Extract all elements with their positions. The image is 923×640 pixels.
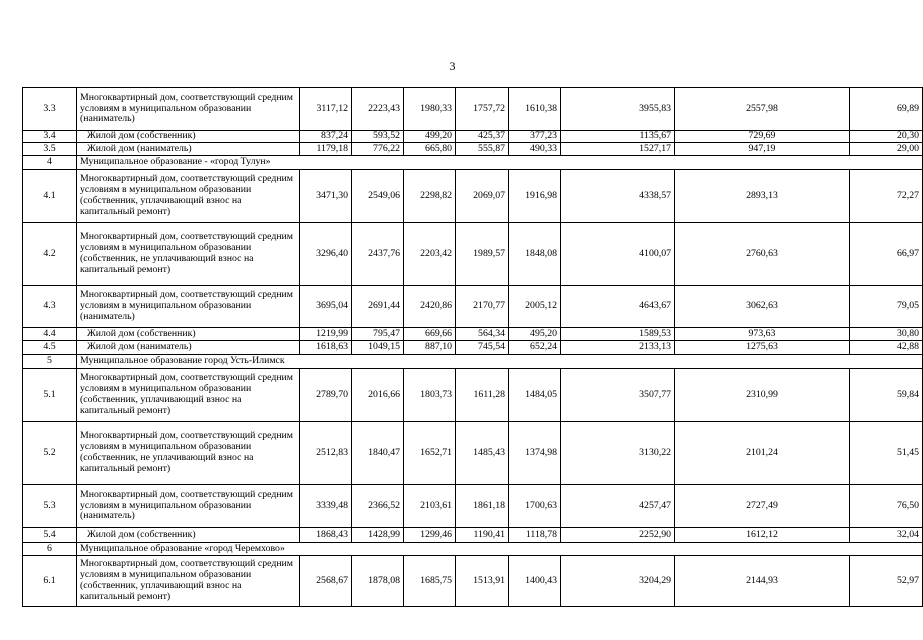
value-cell-v6: 1527,17 (561, 143, 675, 156)
municipality-name: Муниципальное образование «город Черемхово» (77, 543, 923, 556)
row-number: 5.4 (23, 528, 77, 543)
value-cell-v4: 1513,91 (456, 556, 509, 607)
value-cell-v2: 1878,08 (352, 556, 404, 607)
housing-type: Многоквартирный дом, соответствующий средним условиям в муниципальном образовании (собственник, не уплачивающий взнос на капитальный ремонт) (77, 422, 300, 485)
row-number: 6 (23, 543, 77, 556)
table-row (23, 143, 923, 156)
value-cell-v5: 1848,08 (509, 223, 561, 286)
value-cell-v4: 1757,72 (456, 88, 509, 131)
row-number: 5.3 (23, 485, 77, 528)
value-cell-v7: 2727,49 (675, 485, 850, 528)
value-cell-v1: 3117,12 (300, 88, 352, 131)
value-cell-v5: 1700,63 (509, 485, 561, 528)
value-cell-v6: 2252,90 (561, 528, 675, 543)
table-row (23, 341, 923, 355)
housing-type: Жилой дом (собственник) (77, 328, 300, 341)
value-cell-v3: 1652,71 (404, 422, 456, 485)
value-cell-v1: 1868,43 (300, 528, 352, 543)
value-cell-v4: 2170,77 (456, 286, 509, 328)
value-cell-v7: 3062,63 (675, 286, 850, 328)
value-cell-v5: 495,20 (509, 328, 561, 341)
value-cell-v1: 3296,40 (300, 223, 352, 286)
value-cell-v8: 51,45 (850, 422, 923, 485)
table-row (23, 369, 923, 422)
value-cell-v1: 1618,63 (300, 341, 352, 355)
value-cell-v8: 79,05 (850, 286, 923, 328)
value-cell-v3: 887,10 (404, 341, 456, 355)
table-row (23, 422, 923, 485)
value-cell-v5: 1484,05 (509, 369, 561, 422)
table-row (23, 223, 923, 286)
value-cell-v4: 1611,28 (456, 369, 509, 422)
value-cell-v6: 3507,77 (561, 369, 675, 422)
value-cell-v6: 4257,47 (561, 485, 675, 528)
value-cell-v6: 1589,53 (561, 328, 675, 341)
section-row (23, 543, 923, 556)
value-cell-v5: 1610,38 (509, 88, 561, 131)
value-cell-v2: 2366,52 (352, 485, 404, 528)
row-number: 5 (23, 355, 77, 369)
value-cell-v7: 1612,12 (675, 528, 850, 543)
housing-type: Многоквартирный дом, соответствующий средним условиям в муниципальном образовании (наниматель) (77, 485, 300, 528)
value-cell-v1: 1179,18 (300, 143, 352, 156)
value-cell-v4: 1485,43 (456, 422, 509, 485)
housing-type: Жилой дом (собственник) (77, 131, 300, 143)
value-cell-v7: 2893,13 (675, 170, 850, 223)
value-cell-v8: 42,88 (850, 341, 923, 355)
value-cell-v6: 4338,57 (561, 170, 675, 223)
row-number: 5.2 (23, 422, 77, 485)
value-cell-v1: 3339,48 (300, 485, 352, 528)
value-cell-v6: 3204,29 (561, 556, 675, 607)
row-number: 3.3 (23, 88, 77, 131)
value-cell-v7: 2310,99 (675, 369, 850, 422)
municipality-name: Муниципальное образование - «город Тулун» (77, 156, 923, 170)
value-cell-v4: 1989,57 (456, 223, 509, 286)
value-cell-v2: 2437,76 (352, 223, 404, 286)
value-cell-v8: 20,30 (850, 131, 923, 143)
table-row (23, 556, 923, 607)
value-cell-v8: 76,50 (850, 485, 923, 528)
value-cell-v6: 4100,07 (561, 223, 675, 286)
table-row (23, 528, 923, 543)
value-cell-v3: 1685,75 (404, 556, 456, 607)
value-cell-v8: 72,27 (850, 170, 923, 223)
value-cell-v2: 795,47 (352, 328, 404, 341)
row-number: 6.1 (23, 556, 77, 607)
value-cell-v5: 2005,12 (509, 286, 561, 328)
value-cell-v5: 1374,98 (509, 422, 561, 485)
value-cell-v4: 564,34 (456, 328, 509, 341)
value-cell-v1: 2789,70 (300, 369, 352, 422)
value-cell-v8: 30,80 (850, 328, 923, 341)
table-row (23, 286, 923, 328)
value-cell-v4: 555,87 (456, 143, 509, 156)
value-cell-v4: 425,37 (456, 131, 509, 143)
housing-type: Многоквартирный дом, соответствующий средним условиям в муниципальном образовании (собственник, уплачивающий взнос на капитальный ремонт) (77, 170, 300, 223)
value-cell-v7: 2557,98 (675, 88, 850, 131)
value-cell-v6: 3130,22 (561, 422, 675, 485)
value-cell-v7: 729,69 (675, 131, 850, 143)
value-cell-v5: 377,23 (509, 131, 561, 143)
value-cell-v7: 2144,93 (675, 556, 850, 607)
value-cell-v1: 2568,67 (300, 556, 352, 607)
housing-type: Жилой дом (наниматель) (77, 341, 300, 355)
housing-type: Многоквартирный дом, соответствующий средним условиям в муниципальном образовании (собственник, не уплачивающий взнос на капитальный ремонт) (77, 223, 300, 286)
value-cell-v4: 2069,07 (456, 170, 509, 223)
value-cell-v7: 947,19 (675, 143, 850, 156)
value-cell-v1: 1219,99 (300, 328, 352, 341)
value-cell-v4: 745,54 (456, 341, 509, 355)
value-cell-v3: 1803,73 (404, 369, 456, 422)
row-number: 5.1 (23, 369, 77, 422)
value-cell-v7: 2101,24 (675, 422, 850, 485)
value-cell-v2: 2549,06 (352, 170, 404, 223)
municipality-name: Муниципальное образование город Усть-Илимск (77, 355, 923, 369)
table-row (23, 485, 923, 528)
value-cell-v3: 2420,86 (404, 286, 456, 328)
value-cell-v3: 1980,33 (404, 88, 456, 131)
value-cell-v8: 52,97 (850, 556, 923, 607)
value-cell-v7: 973,63 (675, 328, 850, 341)
value-cell-v6: 2133,13 (561, 341, 675, 355)
value-cell-v3: 665,80 (404, 143, 456, 156)
value-cell-v1: 2512,83 (300, 422, 352, 485)
row-number: 4 (23, 156, 77, 170)
housing-type: Многоквартирный дом, соответствующий средним условиям в муниципальном образовании (собственник, уплачивающий взнос на капитальный ремонт) (77, 556, 300, 607)
value-cell-v5: 1400,43 (509, 556, 561, 607)
value-cell-v8: 32,04 (850, 528, 923, 543)
value-cell-v2: 776,22 (352, 143, 404, 156)
housing-type: Многоквартирный дом, соответствующий средним условиям в муниципальном образовании (наниматель) (77, 286, 300, 328)
housing-type: Жилой дом (наниматель) (77, 143, 300, 156)
value-cell-v2: 1840,47 (352, 422, 404, 485)
value-cell-v5: 490,33 (509, 143, 561, 156)
row-number: 4.5 (23, 341, 77, 355)
value-cell-v7: 2760,63 (675, 223, 850, 286)
value-cell-v1: 3471,30 (300, 170, 352, 223)
value-cell-v3: 2103,61 (404, 485, 456, 528)
value-cell-v1: 3695,04 (300, 286, 352, 328)
section-row (23, 355, 923, 369)
value-cell-v7: 1275,63 (675, 341, 850, 355)
value-cell-v2: 2691,44 (352, 286, 404, 328)
value-cell-v6: 1135,67 (561, 131, 675, 143)
page-number: 3 (449, 59, 456, 73)
value-cell-v8: 59,84 (850, 369, 923, 422)
value-cell-v5: 1916,98 (509, 170, 561, 223)
housing-type: Многоквартирный дом, соответствующий средним условиям в муниципальном образовании (наниматель) (77, 88, 300, 131)
housing-type: Жилой дом (собственник) (77, 528, 300, 543)
value-cell-v3: 2298,82 (404, 170, 456, 223)
value-cell-v2: 593,52 (352, 131, 404, 143)
value-cell-v6: 3955,83 (561, 88, 675, 131)
value-cell-v4: 1190,41 (456, 528, 509, 543)
value-cell-v3: 1299,46 (404, 528, 456, 543)
table-body (23, 88, 923, 607)
value-cell-v3: 669,66 (404, 328, 456, 341)
housing-type: Многоквартирный дом, соответствующий средним условиям в муниципальном образовании (собственник, уплачивающий взнос на капитальный ремонт) (77, 369, 300, 422)
value-cell-v2: 1428,99 (352, 528, 404, 543)
value-cell-v8: 69,89 (850, 88, 923, 131)
section-row (23, 156, 923, 170)
tariff-table (22, 87, 923, 607)
value-cell-v4: 1861,18 (456, 485, 509, 528)
row-number: 4.2 (23, 223, 77, 286)
value-cell-v3: 2203,42 (404, 223, 456, 286)
row-number: 3.4 (23, 131, 77, 143)
value-cell-v2: 1049,15 (352, 341, 404, 355)
table-row (23, 88, 923, 131)
row-number: 3.5 (23, 143, 77, 156)
row-number: 4.3 (23, 286, 77, 328)
row-number: 4.1 (23, 170, 77, 223)
table-row (23, 328, 923, 341)
value-cell-v2: 2223,43 (352, 88, 404, 131)
table-row (23, 131, 923, 143)
value-cell-v5: 1118,78 (509, 528, 561, 543)
value-cell-v5: 652,24 (509, 341, 561, 355)
value-cell-v8: 66,97 (850, 223, 923, 286)
table-row (23, 170, 923, 223)
row-number: 4.4 (23, 328, 77, 341)
value-cell-v1: 837,24 (300, 131, 352, 143)
value-cell-v6: 4643,67 (561, 286, 675, 328)
value-cell-v8: 29,00 (850, 143, 923, 156)
value-cell-v3: 499,20 (404, 131, 456, 143)
value-cell-v2: 2016,66 (352, 369, 404, 422)
